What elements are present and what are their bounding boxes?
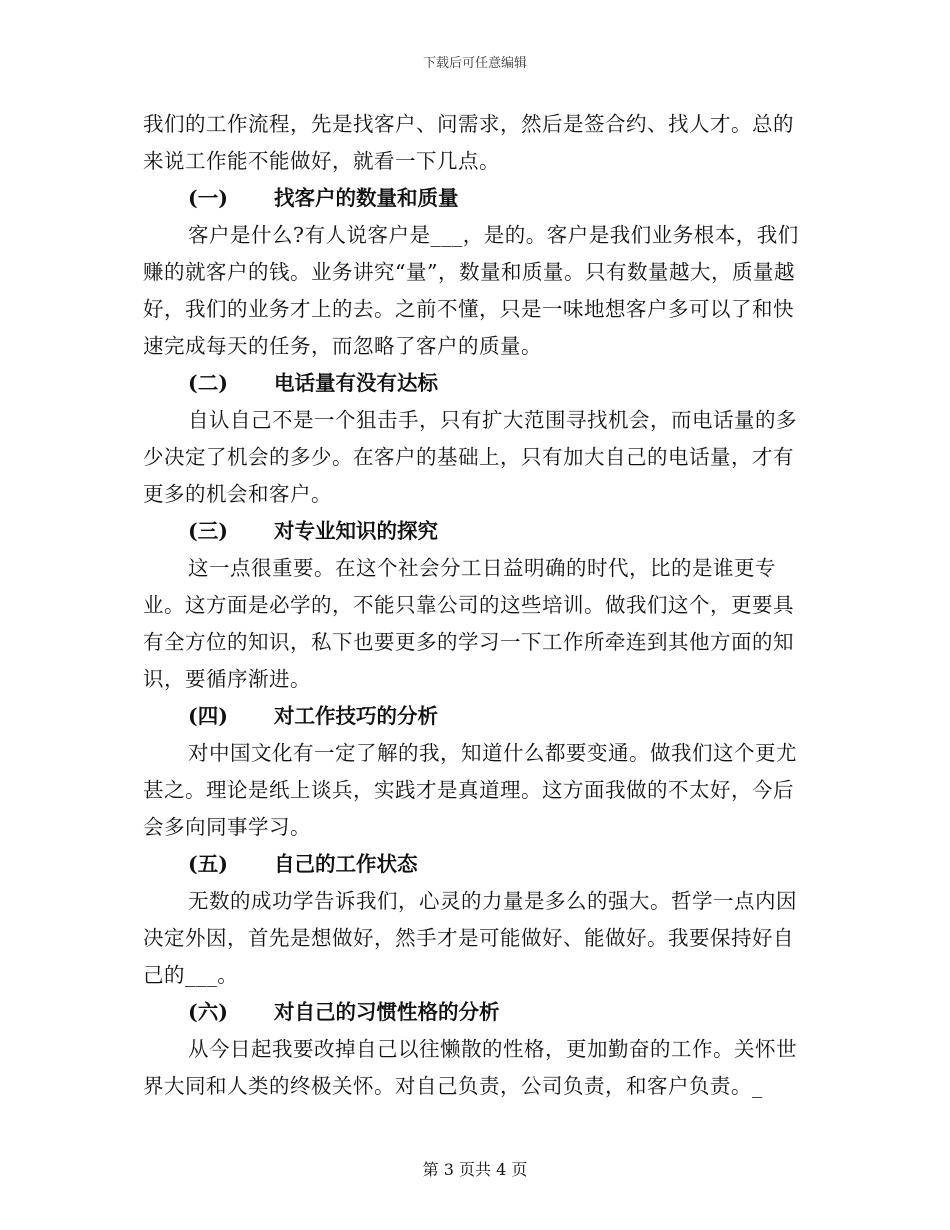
section-title: 找客户的数量和质量 (274, 186, 459, 210)
section-heading-4 (143, 698, 809, 735)
document-body (143, 106, 809, 1105)
section-body-4: 对中国文化有一定了解的我，知道什么都要变通。做我们这个更尤甚之。理论是纸上谈兵，实践才是真道理。这方面我做的不太好，今后会多向同事学习。 (143, 741, 797, 839)
section-number: (四) (188, 704, 228, 728)
section-title: 对自己的习惯性格的分析 (274, 1000, 500, 1024)
section-body-3: 这一点很重要。在这个社会分工日益明确的时代，比的是谁更专业。这方面是必学的，不能只靠公司的这些培训。做我们这个，更要具有全方位的知识，私下也要更多的学习一下工作所牵连到其他方面的知识，要循序渐进。 (143, 556, 794, 691)
section-title: 自己的工作状态 (274, 852, 418, 876)
section-number: (五) (188, 852, 228, 876)
section-number: (三) (188, 519, 228, 543)
section-body-1: 客户是什么?有人说客户是___，是的。客户是我们业务根本，我们赚的就客户的钱。业务讲究“量”，数量和质量。只有数量越大，质量越好，我们的业务才上的去。之前不懂，只是一味地想客户多可以了和快速完成每天的任务，而忽略了客户的质量。 (143, 223, 799, 358)
section-number: (一) (188, 186, 228, 210)
section-number: (六) (188, 1000, 228, 1024)
section-body-6: 从今日起我要改掉自己以往懒散的性格，更加勤奋的工作。关怀世界大同和人类的终极关怀。对自己负责，公司负责，和客户负责。_ (143, 1037, 797, 1098)
section-heading-3 (143, 513, 809, 550)
section-title: 对工作技巧的分析 (274, 704, 438, 728)
section-body-2: 自认自己不是一个狙击手，只有扩大范围寻找机会，而电话量的多少决定了机会的多少。在客户的基础上，只有加大自己的电话量，才有更多的机会和客户。 (143, 408, 797, 506)
section-heading-6 (143, 994, 809, 1031)
section-title: 电话量有没有达标 (274, 371, 438, 395)
page-footer: 第 3 页共 4 页 (422, 1160, 528, 1179)
section-title: 对专业知识的探究 (274, 519, 438, 543)
section-heading-5 (143, 846, 809, 883)
intro-paragraph: 我们的工作流程，先是找客户、问需求，然后是签合约、找人才。总的来说工作能不能做好，就看一下几点。 (143, 112, 794, 173)
page-header: 下载后可任意编辑 (422, 56, 527, 71)
section-number: (二) (188, 371, 228, 395)
section-heading-1 (143, 180, 809, 217)
section-body-5: 无数的成功学告诉我们，心灵的力量是多么的强大。哲学一点内因决定外因，首先是想做好，然手才是可能做好、能做好。我要保持好自己的___。 (143, 889, 797, 987)
section-heading-2 (143, 365, 809, 402)
